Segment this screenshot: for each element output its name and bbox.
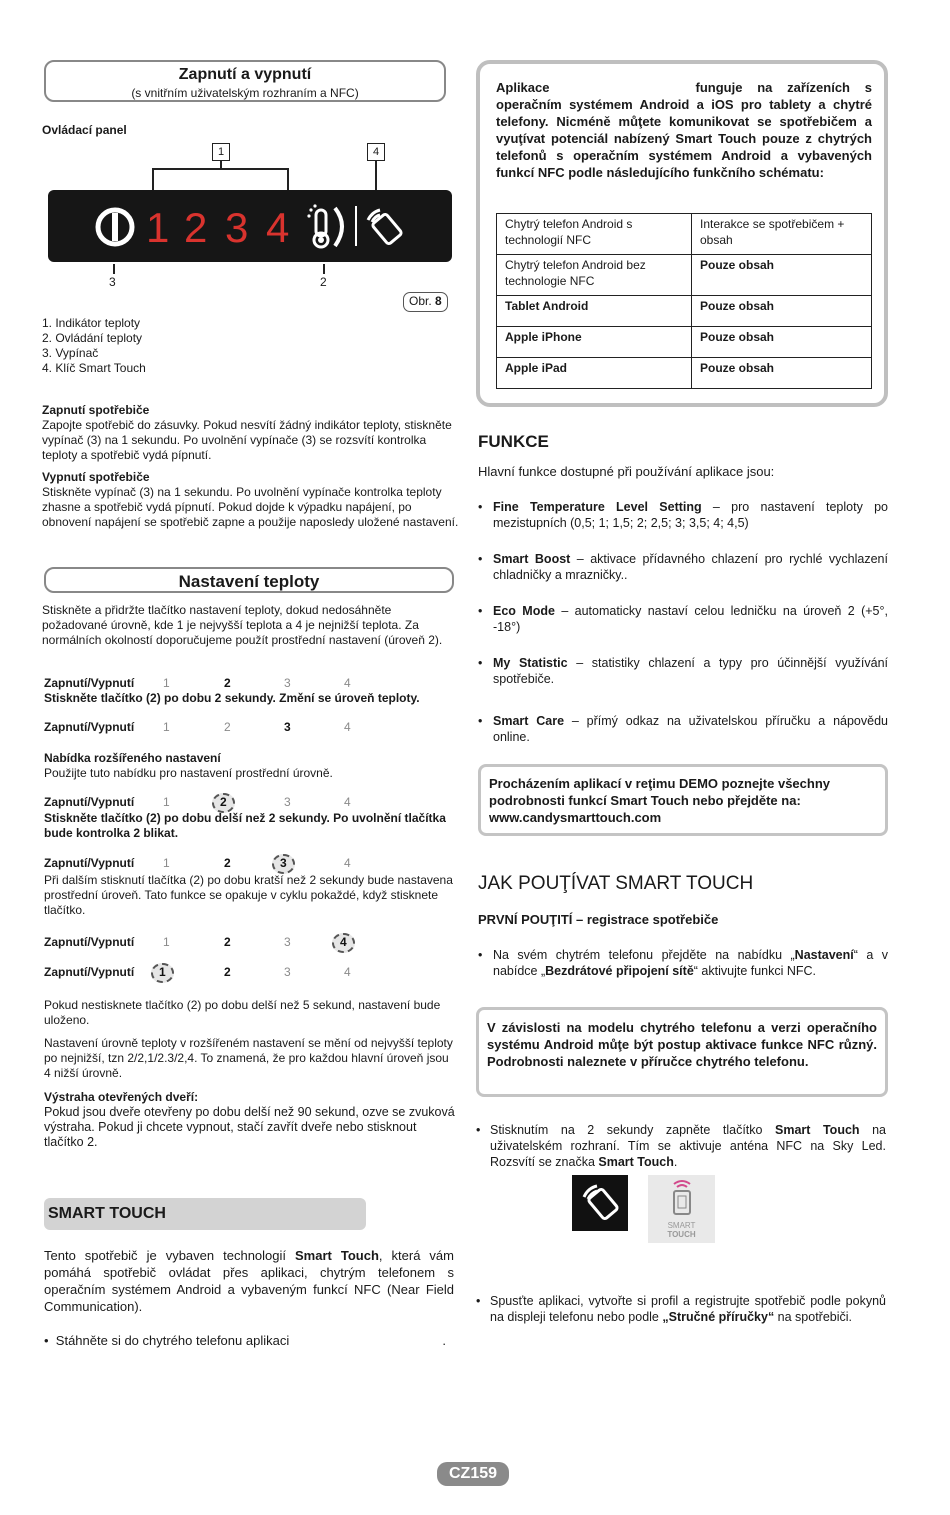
level-4: 4: [344, 676, 351, 690]
smart-touch-icon: [364, 206, 406, 246]
adv-text: Použijte tuto nabídku pro nastavení prostřední úrovně.: [44, 766, 333, 780]
level-row-5: [44, 935, 454, 951]
smart-touch-heading: SMART TOUCH: [44, 1198, 366, 1230]
off-heading: Vypnutí spotřebiče: [42, 470, 150, 484]
on-heading: Zapnutí spotřebiče: [42, 403, 150, 417]
level-3: 3: [284, 965, 291, 979]
list-item: 1. Indikátor teploty: [42, 316, 141, 330]
table-cell: Pouze obsah: [692, 255, 872, 296]
level-2: 2: [224, 676, 231, 690]
level-3: 3: [284, 795, 291, 809]
app-text: Aplikace funguje na zařízeních s operačním systémem Android a iOS pro tablety a chytré telefony. Nicméně můţete komunikovat se spotřebičem a vyuţívat potenciál nabízený Smart Touch pouze z chytrých telefonů s operačním systémem Android a vybavených funkcí NFC podle následujícího funkčního schématu:: [496, 80, 872, 180]
table-row: [497, 255, 872, 296]
smart-touch-key-image: [572, 1175, 628, 1231]
temp-title: Nastavení teploty: [178, 572, 320, 591]
level-4-blinking: 4: [332, 933, 355, 953]
temp-digit-3: 3: [225, 204, 249, 251]
table-cell: Apple iPad: [497, 358, 692, 389]
level-4: 4: [344, 795, 351, 809]
list-item: 2. Ovládání teploty: [42, 331, 143, 345]
temp-intro: Stiskněte a přidržte tlačítko nastavení teploty, dokud nedosáhněte požadované úrovně, kde 1 je nejvyšší teplota a 4 je nejnižší teplota. Za normálních okolností doporučujeme použít prostřední nastavení (úroveň 2).: [42, 603, 443, 647]
funkce-item: • Fine Temperature Level Setting – pro nastavení teploty po mezistupních (0,5; 1; 1,5; 2; 2,5; 3; 3,5; 4; 4,5): [478, 500, 889, 530]
onoff-title-box: [44, 60, 446, 102]
funkce-item: • Smart Boost – aktivace přídavného chlazení pro rychlé vychlazení chladničky a mrazničky..: [478, 552, 888, 582]
level-4: 4: [344, 965, 351, 979]
onoff-subtitle: (s vnitřním uživatelským rozhraním a NFC): [131, 85, 359, 100]
temp-digit-2: 2: [184, 204, 208, 251]
callout-4: 4: [367, 143, 385, 161]
level-1: 1: [163, 676, 170, 690]
funkce-item: • My Statistic – statistiky chlazení a typy pro účinnější využívání spotřebiče.: [478, 656, 889, 686]
save-text: Pokud nestisknete tlačítko (2) po dobu delší než 5 sekund, nastavení bude uloženo.: [44, 998, 441, 1027]
onoff-title: Zapnutí a vypnutí: [178, 66, 312, 83]
page-number: CZ159: [437, 1462, 509, 1486]
mark-3: 3: [109, 275, 116, 289]
mark-2: 2: [320, 275, 327, 289]
howto-heading: JAK POUŢÍVAT SMART TOUCH: [478, 873, 754, 894]
first-use-heading: PRVNÍ POUŢITÍ – registrace spotřebiče: [478, 912, 719, 927]
callout-line: [152, 168, 154, 190]
table-cell: Tablet Android: [497, 296, 692, 327]
app-info-box: [476, 60, 888, 407]
adv-press-text: Stiskněte tlačítko (2) po dobu delší než 2 sekundy. Po uvolnění tlačítka bude kontrolka 2 blikat.: [44, 811, 446, 840]
level-3: 3: [284, 720, 291, 734]
callout-1: 1: [212, 143, 230, 161]
on-text: Zapojte spotřebič do zásuvky. Pokud nesvítí žádný indikátor teploty, stiskněte vypínač (3) na 1 sekundu. Po uvolnění vypínače (3) se rozsvítí kontrolka teploty a spotřebič vydá pípnutí.: [42, 418, 452, 462]
level-3: 3: [284, 676, 291, 690]
table-row: [497, 296, 872, 327]
table-cell: Chytrý telefon Android bez technologie NFC: [497, 255, 692, 296]
level-4: 4: [344, 856, 351, 870]
level-2: 2: [224, 856, 231, 870]
off-text: Stiskněte vypínač (3) na 1 sekundu. Po uvolnění vypínače kontrolka teploty zhasne a spotřebič vydá pípnutí. Pokud dojde k výpadku napájení, po obnovení napájení se spotřebič zapne a použije naposledy uložené nastavení.: [42, 485, 459, 529]
table-cell: Pouze obsah: [692, 358, 872, 389]
callout-line: [287, 168, 289, 190]
level-row-6: [44, 965, 454, 981]
temp-digit-4: 4: [266, 204, 290, 251]
fig-num: 8: [435, 294, 442, 308]
nfc-phone-icon: [662, 1178, 702, 1216]
press-bullet: • Stisknutím na 2 sekundy zapněte tlačítko Smart Touch na uživatelském rozhraní. Tím se aktivuje anténa NFC na Sky Led. Rozsvítí se značka Smart Touch.: [476, 1123, 886, 1169]
smart-intro: Tento spotřebič je vybaven technologií Smart Touch, která vám pomáhá spotřebič ovládat přes aplikaci, chytrým telefonem s operačním systémem Android a vybaveným funkcí NFC (Near Field Communication).: [44, 1248, 454, 1314]
level-row-4: [44, 856, 454, 872]
level-1: 1: [163, 795, 170, 809]
thermometer-icon: [303, 204, 353, 250]
legend-list: [42, 316, 146, 376]
smart-logo-text-2: TOUCH: [667, 1229, 696, 1239]
smart-logo-text-1: SMART: [667, 1220, 696, 1230]
table-cell: Chytrý telefon Android s technologií NFC: [497, 214, 692, 255]
row-label: Zapnutí/Vypnutí: [44, 856, 135, 870]
list-item: 3. Vypínač: [42, 346, 99, 360]
demo-box: [478, 764, 888, 836]
download-end: .: [442, 1333, 446, 1348]
smart-touch-logo-image: [648, 1175, 715, 1243]
nfc-note-box: [476, 1007, 888, 1097]
table-row: [497, 214, 872, 255]
table-row: [497, 327, 872, 358]
door-text: Pokud jsou dveře otevřeny po dobu delší než 90 sekund, ozve se zvuková výstraha. Pokud ji chcete vypnout, stačí zavřít dveře nebo stisknout tlačítko 2.: [44, 1105, 455, 1149]
adv-next-text: Při dalším stisknutí tlačítka (2) po dobu kratší než 2 sekundy bude nastavena prostřední úroveň. Tato funkce se opakuje v cyklu pokaždé, když stisknete tlačítko.: [44, 873, 453, 917]
callout-line: [152, 168, 288, 170]
funkce-item: • Smart Care – přímý odkaz na uživatelskou příručku a nápovědu online.: [478, 714, 888, 744]
table-row: [497, 358, 872, 389]
power-icon: [93, 205, 137, 249]
mark-line: [113, 264, 115, 274]
nfc-bullet: • Na svém chytrém telefonu přejděte na nabídku „Nastavení“ a v nabídce „Bezdrátové připojení sítě“ aktivujte funkci NFC.: [478, 948, 889, 978]
app-table-wrap: [496, 213, 872, 389]
table-cell: Interakce se spotřebičem + obsah: [692, 214, 872, 255]
temp-digit-1: 1: [146, 204, 170, 251]
level-row-1: [44, 676, 454, 692]
callout-line: [375, 161, 377, 190]
table-cell: Apple iPhone: [497, 327, 692, 358]
app-table: [496, 213, 872, 389]
level-3-blinking: 3: [272, 854, 295, 874]
funkce-item: • Eco Mode – automaticky nastaví celou ledničku na úroveň 2 (+5°, -18°): [478, 604, 888, 634]
table-cell: Pouze obsah: [692, 296, 872, 327]
panel-divider: [355, 206, 357, 246]
level-1: 1: [163, 935, 170, 949]
funkce-heading: FUNKCE: [478, 432, 549, 451]
level-1: 1: [163, 856, 170, 870]
panel-label: Ovládací panel: [42, 123, 127, 137]
start-bullet: • Spusťte aplikaci, vytvořte si profil a registrujte spotřebič podle pokynů na displeji telefonu nebo podle „Stručné příručky“ na spotřebiči.: [476, 1294, 886, 1324]
level-2: 2: [224, 720, 231, 734]
change-text: Nastavení úrovně teploty v rozšířeném nastavení se mění od nejvyšší teploty po nejnižší, tzn 2/2,1/2.3/2,4. To znamená, že pro každou hlavní úroveň jsou 4 nižší úrovně.: [44, 1036, 453, 1080]
door-heading: Výstraha otevřených dveří:: [44, 1090, 199, 1104]
nfc-note-text: V závislosti na modelu chytrého telefonu a verzi operačního systému Android můţe být postup aktivace funkce NFC různý. Podrobnosti naleznete v příručce chytrého telefonu.: [487, 1020, 877, 1069]
adv-heading: Nabídka rozšířeného nastavení: [44, 751, 221, 765]
download-bullet: • Stáhněte si do chytrého telefonu aplikaci .: [44, 1333, 446, 1348]
level-row-3: [44, 795, 454, 811]
level-2: 2: [224, 935, 231, 949]
level-2-blinking: 2: [212, 793, 235, 813]
fig-badge: [403, 292, 448, 312]
mark-line: [323, 264, 325, 274]
level-row-2: [44, 720, 454, 736]
control-panel-image: [48, 190, 452, 262]
temp-title-box: [44, 567, 454, 593]
fig-label: Obr.: [409, 294, 432, 308]
funkce-intro: Hlavní funkce dostupné při používání aplikace jsou:: [478, 464, 775, 479]
table-cell: Pouze obsah: [692, 327, 872, 358]
row-label: Zapnutí/Vypnutí: [44, 676, 135, 690]
level-1-blinking: 1: [151, 963, 174, 983]
press-2s-text: Stiskněte tlačítko (2) po dobu 2 sekundy. Změní se úroveň teploty.: [44, 691, 420, 705]
smart-touch-icon: [572, 1175, 628, 1231]
row-label: Zapnutí/Vypnutí: [44, 965, 135, 979]
level-3: 3: [284, 935, 291, 949]
row-label: Zapnutí/Vypnutí: [44, 720, 135, 734]
level-4: 4: [344, 720, 351, 734]
demo-text: Procházením aplikací v reţimu DEMO poznejte všechny podrobnosti funkcí Smart Touch nebo přejděte na: www.candysmarttouch.com: [489, 776, 830, 825]
row-label: Zapnutí/Vypnutí: [44, 935, 135, 949]
level-2: 2: [224, 965, 231, 979]
list-item: 4. Klíč Smart Touch: [42, 361, 146, 375]
level-1: 1: [163, 720, 170, 734]
row-label: Zapnutí/Vypnutí: [44, 795, 135, 809]
